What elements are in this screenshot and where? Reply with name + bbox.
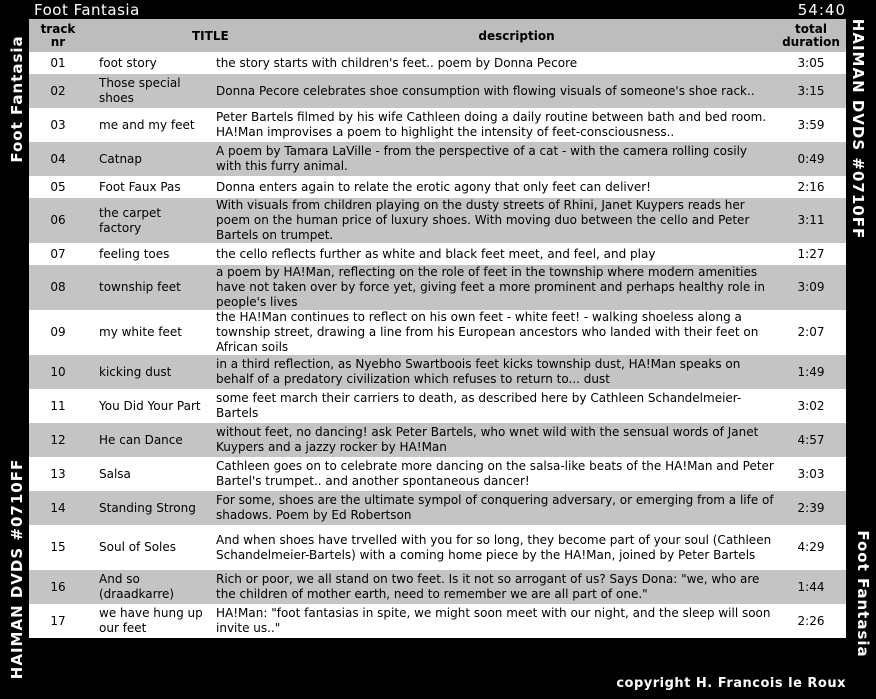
track-duration: 3:59	[797, 117, 825, 132]
track-duration: 3:15	[797, 83, 825, 98]
track-description: a poem by HA!Man, reflecting on the role of feet in the township where modern amenities have not taken over by force yet, giving feet a more prominent and perhaps healthy role in people's lives	[216, 265, 765, 309]
track-nr: 15	[50, 540, 66, 554]
table-row	[29, 355, 846, 389]
track-table	[29, 19, 846, 638]
track-nr: 16	[50, 579, 66, 594]
track-title: He can Dance	[99, 432, 183, 447]
table-row	[29, 310, 846, 355]
track-duration: 3:03	[797, 466, 825, 481]
track-nr: 03	[50, 117, 66, 132]
track-nr: 17	[50, 613, 66, 628]
track-nr: 01	[50, 55, 66, 70]
track-nr: 06	[50, 213, 66, 227]
track-duration: 0:49	[797, 151, 825, 166]
track-title: Salsa	[99, 466, 131, 481]
track-description: the story starts with children's feet.. poem by Donna Pecore	[216, 55, 578, 70]
track-title: we have hung up our feet	[99, 606, 203, 635]
track-title: feeling toes	[99, 246, 170, 261]
track-title: the carpet factory	[99, 205, 162, 235]
track-description: A poem by Tamara LaVille - from the perspective of a cat - with the camera rolling cosily with this furry animal.	[216, 144, 748, 173]
side-label-left-bottom: HAIMAN DVDS #0710FF	[8, 458, 26, 680]
table-row	[29, 243, 846, 265]
track-description: Cathleen goes on to celebrate more dancing on the salsa-like beats of the HA!Man and Peter Bartel's trumpet.. and another spontaneous dancer!	[216, 459, 774, 488]
table-row	[29, 457, 846, 491]
side-label-left-top: Foot Fantasia	[8, 35, 26, 163]
track-duration: 2:07	[797, 325, 825, 339]
track-duration: 2:16	[797, 179, 825, 194]
table-row	[29, 108, 846, 142]
track-description: For some, shoes are the ultimate sympol of conquering adversary, or emerging from a life of shadows. Poem by Ed Robertson	[216, 493, 774, 522]
track-title: Soul of Soles	[99, 540, 177, 554]
header-track-nr: track nr	[40, 21, 76, 49]
track-title: Standing Strong	[99, 500, 196, 515]
header-description: description	[478, 28, 555, 43]
track-title: township feet	[99, 280, 181, 294]
track-duration: 3:02	[797, 398, 825, 413]
track-nr: 02	[50, 83, 66, 98]
track-duration: 3:09	[797, 280, 825, 294]
track-title: kicking dust	[99, 364, 172, 379]
track-duration: 1:49	[797, 364, 825, 379]
table-row	[29, 265, 846, 310]
track-duration: 2:26	[797, 613, 825, 628]
track-nr: 10	[50, 364, 66, 379]
track-title: Foot Faux Pas	[99, 179, 181, 194]
track-title: You Did Your Part	[99, 398, 201, 413]
track-nr: 09	[50, 325, 66, 339]
track-title: foot story	[99, 55, 157, 70]
track-title: me and my feet	[99, 117, 195, 132]
track-description: And when shoes have trvelled with you for so long, they become part of your soul (Cathleen Schandelmeier-Bartels) with a coming home piece by the HA!Man, joined by Peter Bartels	[216, 532, 772, 562]
track-nr: 05	[50, 179, 66, 194]
table-row	[29, 491, 846, 525]
table-row	[29, 423, 846, 457]
track-title: Catnap	[99, 151, 143, 166]
track-duration: 3:11	[797, 213, 825, 227]
track-duration: 4:29	[797, 540, 825, 554]
table-row	[29, 570, 846, 604]
side-label-right-top: HAIMAN DVDS #0710FF	[849, 18, 867, 240]
header-title: TITLE	[192, 28, 229, 43]
track-description: the cello reflects further as white and black feet meet, and feel, and play	[216, 246, 656, 261]
track-description: the HA!Man continues to reflect on his own feet - white feet! - walking shoeless along a township street, drawing a line from his European ancestors who landed with their feet on African soils	[216, 310, 759, 354]
total-time: 54:40	[797, 1, 846, 19]
track-description: With visuals from children playing on the dusty streets of Rhini, Janet Kuypers reads her poem on the human price of luxury shoes. With moving duo between the cello and Peter Bartels on trumpet.	[216, 198, 750, 242]
track-description: HA!Man: "foot fantasias in spite, we might soon meet with our night, and the sleep will soon invite us.."	[216, 606, 771, 635]
table-row	[29, 389, 846, 423]
track-duration: 2:39	[797, 500, 825, 515]
track-description: Donna enters again to relate the erotic agony that only feet can deliver!	[216, 179, 651, 194]
track-nr: 07	[50, 246, 66, 261]
cover-title: Foot Fantasia	[34, 1, 140, 19]
table-row	[29, 525, 846, 570]
table-row	[29, 198, 846, 243]
track-nr: 11	[50, 398, 66, 413]
table-body	[29, 52, 846, 638]
track-duration: 3:05	[797, 55, 825, 70]
table-row	[29, 142, 846, 176]
track-description: without feet, no dancing! ask Peter Bartels, who wnet wild with the sensual words of Janet Kuypers and a jazzy rocker by HA!Man	[216, 425, 759, 454]
track-duration: 1:27	[797, 246, 825, 261]
table-row	[29, 176, 846, 198]
track-nr: 08	[50, 280, 66, 294]
track-title: Those special shoes	[99, 76, 181, 105]
copyright: copyright H. Francois le Roux	[616, 676, 846, 691]
table-row	[29, 604, 846, 638]
track-nr: 13	[50, 466, 66, 481]
track-nr: 14	[50, 500, 66, 515]
track-duration: 4:57	[797, 432, 825, 447]
table-row	[29, 52, 846, 74]
track-description: Rich or poor, we all stand on two feet. Is it not so arrogant of us? Says Dona: "we, who are the children of mother earth, need to remember we are all part of one."	[216, 572, 760, 601]
track-nr: 12	[50, 432, 66, 447]
track-description: in a third reflection, as Nyebho Swartboois feet kicks township dust, HA!Man speaks on behalf of a predatory civilization which refuses to return to... dust	[216, 357, 741, 386]
track-title: my white feet	[99, 325, 182, 339]
header-duration: total duration	[782, 21, 840, 49]
track-title: And so (draadkarre)	[99, 572, 175, 601]
table-row	[29, 74, 846, 108]
track-duration: 1:44	[797, 579, 825, 594]
track-description: Peter Bartels filmed by his wife Cathleen doing a daily routine between bath and bed room. HA!Man improvises a poem to highlight the intensity of feet-consciousness..	[216, 110, 767, 139]
track-nr: 04	[50, 151, 66, 166]
side-label-right-bottom: Foot Fantasia	[854, 530, 872, 658]
table-header	[29, 19, 846, 52]
track-description: Donna Pecore celebrates shoe consumption with flowing visuals of someone's shoe rack..	[216, 83, 755, 98]
track-description: some feet march their carriers to death, as described here by Cathleen Schandelmeier-Bartels	[216, 391, 742, 420]
